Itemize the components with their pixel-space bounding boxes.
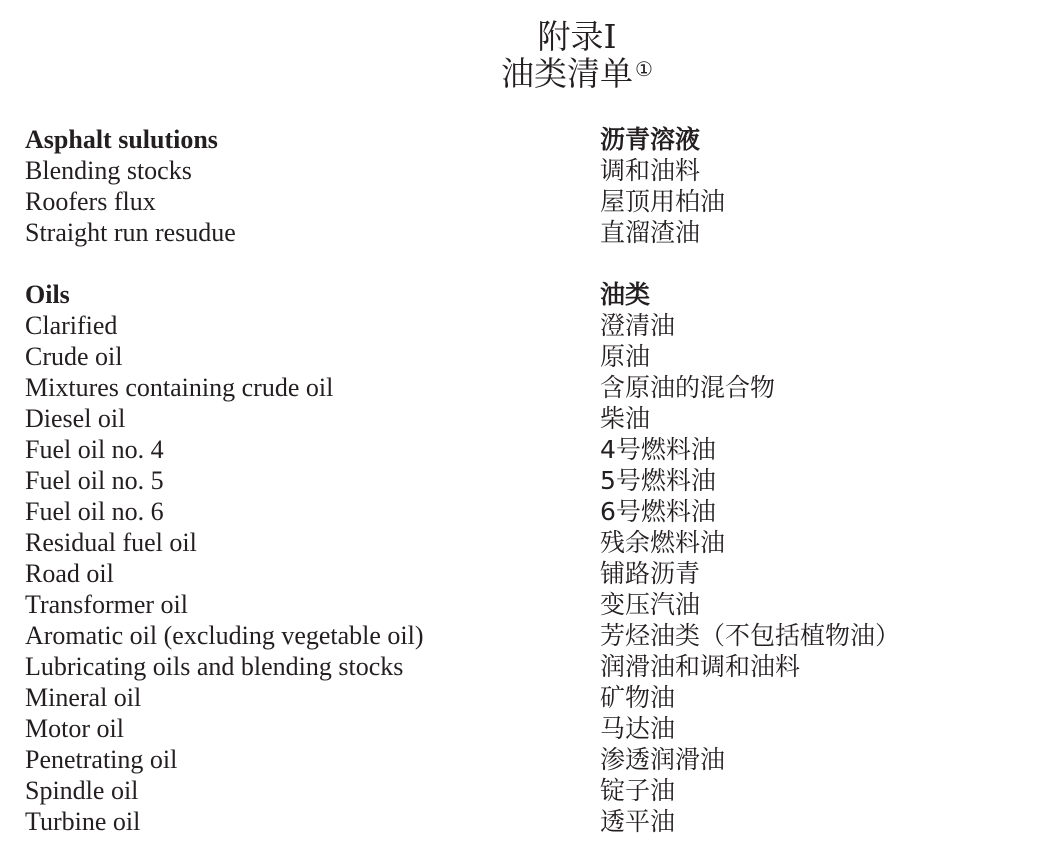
section-heading-en: Oils (25, 280, 70, 309)
item-name-zh: 锭子油 (600, 776, 676, 805)
list-item (25, 558, 1025, 589)
item-name-zh: 残余燃料油 (600, 528, 726, 557)
item-name-en: Roofers flux (25, 187, 156, 216)
item-name-zh: 芳烃油类（不包括植物油） (600, 621, 901, 650)
item-name-zh: 屋顶用柏油 (600, 187, 726, 216)
item-name-en: Diesel oil (25, 404, 126, 433)
footnote-marker[interactable]: ① (635, 57, 653, 81)
item-name-zh: 6号燃料油 (600, 497, 716, 526)
list-item (25, 465, 1025, 496)
item-name-en: Crude oil (25, 342, 123, 371)
list-item (25, 651, 1025, 682)
list-section (25, 124, 1025, 248)
section-heading (25, 124, 1025, 155)
list-item (25, 403, 1025, 434)
list-item (25, 186, 1025, 217)
item-name-en: Fuel oil no. 5 (25, 466, 164, 495)
item-name-zh: 透平油 (600, 807, 676, 836)
item-name-zh: 澄清油 (600, 311, 676, 340)
item-name-zh: 原油 (600, 342, 651, 371)
item-name-en: Motor oil (25, 714, 124, 743)
list-item (25, 434, 1025, 465)
appendix-label: 附录I (537, 17, 617, 56)
item-name-zh: 渗透润滑油 (600, 745, 726, 774)
item-name-zh: 4号燃料油 (600, 435, 716, 464)
item-name-zh: 5号燃料油 (600, 466, 716, 495)
item-name-zh: 直溜渣油 (600, 218, 701, 247)
oil-list (25, 124, 1025, 868)
list-item (25, 682, 1025, 713)
item-name-zh: 马达油 (600, 714, 676, 743)
item-name-en: Turbine oil (25, 807, 141, 836)
item-name-en: Aromatic oil (excluding vegetable oil) (25, 621, 424, 650)
item-name-en: Fuel oil no. 4 (25, 435, 164, 464)
section-heading-zh: 沥青溶液 (600, 125, 701, 154)
list-item (25, 527, 1025, 558)
list-item (25, 155, 1025, 186)
item-name-en: Transformer oil (25, 590, 188, 619)
list-item (25, 806, 1025, 837)
list-item (25, 217, 1025, 248)
list-item (25, 310, 1025, 341)
section-heading-en: Asphalt sulutions (25, 125, 218, 154)
item-name-en: Spindle oil (25, 776, 139, 805)
list-item (25, 620, 1025, 651)
item-name-en: Road oil (25, 559, 114, 588)
item-name-en: Blending stocks (25, 156, 192, 185)
item-name-en: Mixtures containing crude oil (25, 373, 334, 402)
item-name-zh: 变压汽油 (600, 590, 701, 619)
item-name-zh: 铺路沥青 (600, 559, 701, 588)
item-name-en: Straight run resudue (25, 218, 236, 247)
item-name-zh: 柴油 (600, 404, 651, 433)
page-title (0, 18, 1041, 92)
item-name-en: Mineral oil (25, 683, 142, 712)
item-name-en: Residual fuel oil (25, 528, 197, 557)
list-item (25, 341, 1025, 372)
list-item (25, 775, 1025, 806)
list-title (0, 55, 1041, 92)
list-item (25, 713, 1025, 744)
list-item (25, 589, 1025, 620)
item-name-zh: 调和油料 (600, 156, 701, 185)
list-item (25, 496, 1025, 527)
item-name-en: Fuel oil no. 6 (25, 497, 164, 526)
list-section (25, 279, 1025, 837)
item-name-zh: 含原油的混合物 (600, 373, 776, 402)
item-name-en: Clarified (25, 311, 118, 340)
item-name-en: Penetrating oil (25, 745, 178, 774)
section-heading-zh: 油类 (600, 280, 651, 309)
item-name-en: Lubricating oils and blending stocks (25, 652, 404, 681)
item-name-zh: 矿物油 (600, 683, 676, 712)
list-item (25, 744, 1025, 775)
section-heading (25, 279, 1025, 310)
item-name-zh: 润滑油和调和油料 (600, 652, 801, 681)
list-item (25, 372, 1025, 403)
list-title-text: 油类清单 (501, 54, 634, 93)
